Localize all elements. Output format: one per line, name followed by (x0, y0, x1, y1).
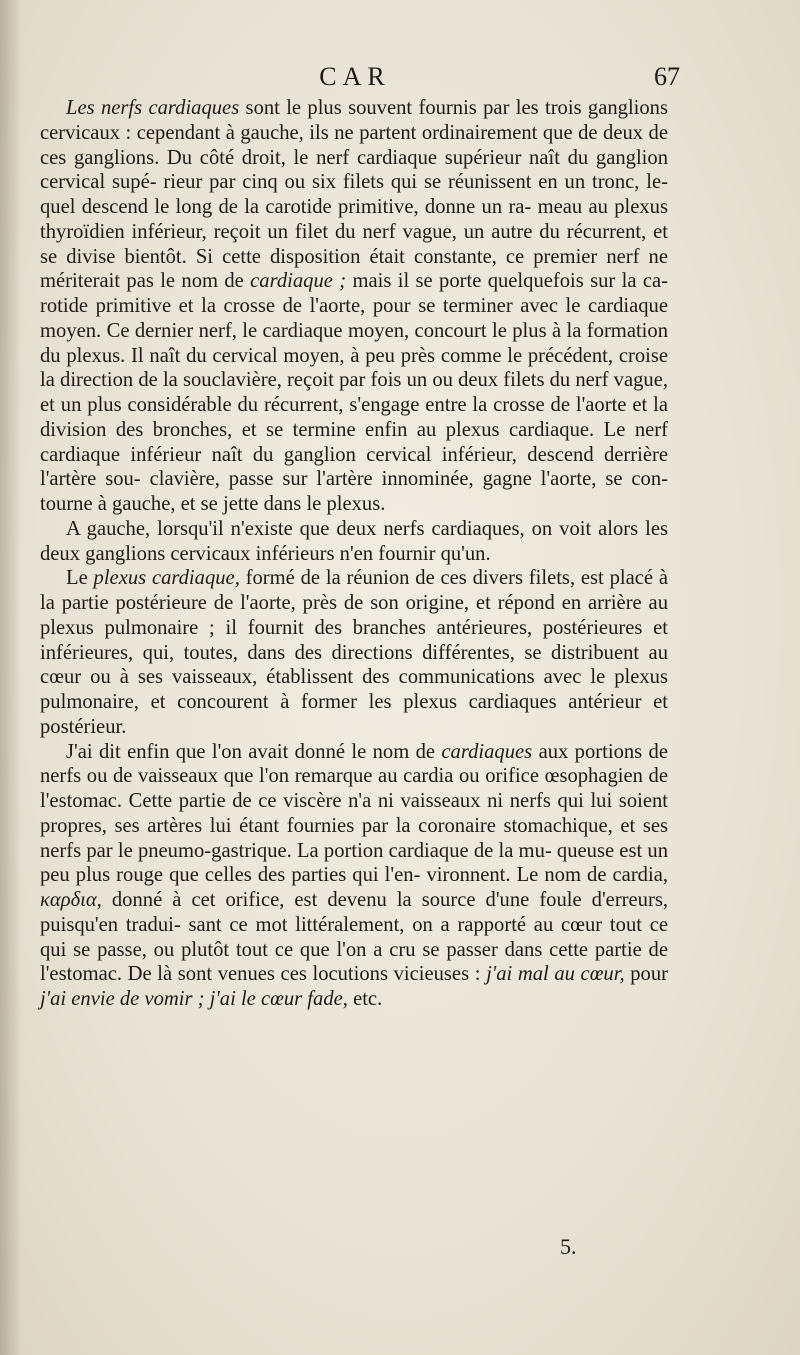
text-run: formé de la réunion de ces divers filets, est placé à la partie postérieure de l'aorte, près de son origine, et répond en arrière au plexus pulmonaire ; il fournit des branches antérieures, postérieures et inférieures, qui, toutes, dans des directions différentes, se distribuent au cœur ou à ses vaisseaux, établissent des communications avec le plexus pulmonaire, et concourent à former les plexus cardiaques antérieur et postérieur. (40, 567, 668, 738)
paragraph (40, 740, 668, 1012)
paragraph (40, 96, 668, 517)
signature-mark: 5. (560, 1234, 577, 1259)
italic-text: j'ai envie de vomir ; j'ai le cœur fade (40, 988, 343, 1010)
body-text (40, 96, 668, 1012)
paragraph (40, 566, 668, 739)
text-run: Le (66, 567, 94, 590)
text-run: J'ai dit enfin que l'on avait donné le nom de (66, 740, 442, 763)
text-run: mais il se porte quelquefois sur la ca- rotide primitive et la crosse de l'aorte, pour se terminer avec le cardiaque moyen. Ce dernier nerf, le cardiaque moyen, concourt le plus à la formation du plexus. Il naît du cervical moyen, à peu près comme le précédent, croise la direction de la souclavière, reçoit par fois un ou deux filets du nerf vague, et un plus considérable du récurrent, s'engage entre la crosse de l'aorte et la division des bronches, et se termine enfin au plexus cardiaque. Le nerf cardiaque inférieur naît du ganglion cervical inférieur, descend derrière l'artère sou- clavière, passe sur l'artère innominée, gagne l'aorte, se con- tourne à gauche, et se jette dans le plexus. (40, 270, 668, 515)
italic-text: plexus cardiaque, (93, 567, 240, 590)
text-run: donné à cet orifice, est devenu la source d'une foule d'erreurs, puisqu'en tradui- sant ce mot littéralement, on a rapporté au cœur tout ce qui se passe, ou plutôt tout ce que l'on a cru se passer dans cette partie de l'estomac. De là sont venues ces locutions vicieuses : (40, 889, 668, 986)
page-header (40, 62, 680, 94)
page-number: 67 (654, 62, 680, 91)
italic-text: cardiaque ; (250, 270, 347, 293)
text-run: , etc. (342, 988, 383, 1010)
text-run: aux portions de nerfs ou de vaisseaux que l'on remarque au cardia ou orifice œsophagien de l'estomac. Cette partie de ce viscère n'a ni vaisseaux ni nerfs qui lui soient propres, ses artères lui étant fournies par la coronaire stomachique, et ses nerfs par le pneumo-gastrique. La portion cardiaque de la mu- queuse est un peu plus rouge que celles des parties qui l'en- vironnent. Le nom de cardia, (40, 740, 668, 887)
text-run: sont le plus souvent fournis par les trois ganglions cervicaux : cependant à gauche, ils ne partent ordinairement que de deux de ces ganglions. Du côté droit, le nerf cardiaque supérieur naît du ganglion cervical supé- rieur par cinq ou six filets qui se réunissent en un tronc, le- quel descend le long de la carotide primitive, donne un ra- meau au plexus thyroïdien inférieur, reçoit un filet du nerf vague, un autre du récurrent, et se divise bientôt. Si cette disposition était constante, ce premier nerf ne mériterait pas le nom de (40, 97, 668, 293)
italic-text: j'ai mal au cœur, (486, 963, 625, 986)
italic-text: cardiaques (441, 740, 533, 763)
paragraph (40, 517, 668, 567)
text-run: A gauche, lorsqu'il n'existe que deux nerfs cardiaques, on voit alors les deux ganglions cervicaux inférieurs n'en fournir qu'un. (40, 517, 668, 565)
italic-text: Les nerfs cardiaques (66, 97, 240, 119)
page-gutter-shadow (0, 0, 22, 1355)
italic-text: καρδια, (40, 889, 102, 911)
text-run: pour (624, 963, 668, 986)
running-head: CAR (319, 62, 391, 91)
